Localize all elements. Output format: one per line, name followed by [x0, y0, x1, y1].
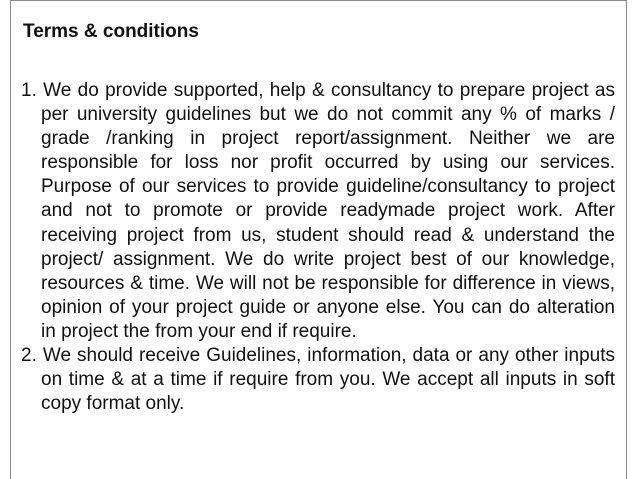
term-item-2: [21, 344, 615, 416]
term-text: We should receive Guidelines, information, data or any other inputs on time & at a time if require from you. We accept all inputs in soft copy format only.: [41, 345, 615, 415]
terms-list: [21, 79, 615, 416]
page-title: Terms & conditions: [23, 21, 199, 42]
term-text: We do provide supported, help & consultancy to prepare project as per university guidelines but we do not commit any % of marks / grade /ranking in project report/assignment. Neither we are responsible for loss nor profit occurred by using our services. Purpose of our services to provide guideline/consultancy to project and not to promote or provide readymade project work. After receiving project from us, student should read & understand the project/ assignment. We do write project best of our knowledge, resources & time. We will not be responsible for difference in views, opinion of your project guide or anyone else. You can do alteration in project the from your end if require.: [41, 80, 615, 342]
term-number: 1.: [21, 80, 37, 101]
document-frame: [10, 0, 627, 479]
term-number: 2.: [21, 345, 37, 367]
term-item-1: [21, 79, 615, 344]
